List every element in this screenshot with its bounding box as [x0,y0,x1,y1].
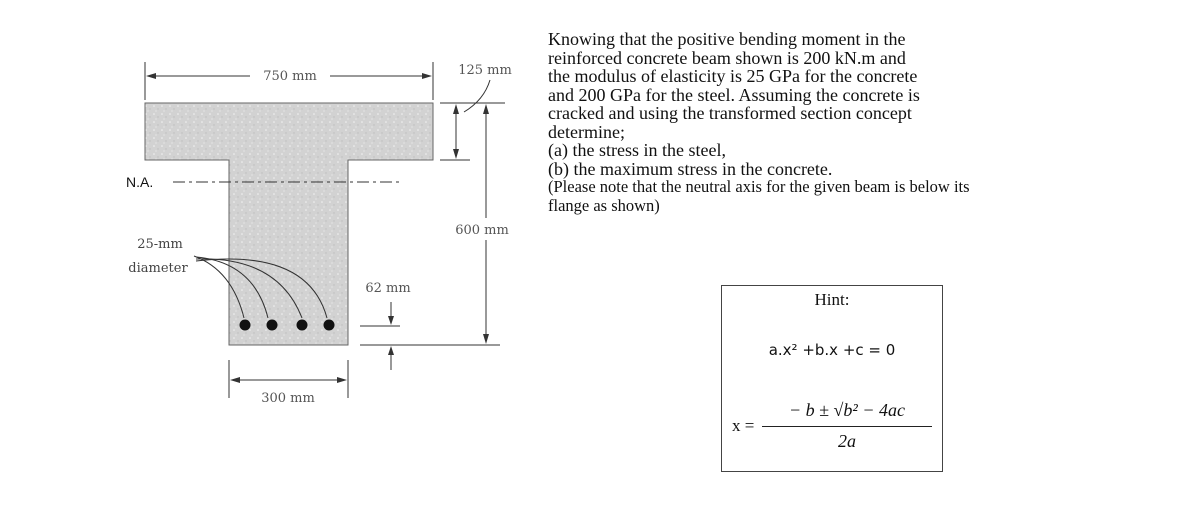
quadratic-equation: a.x² +b.x +c = 0 [768,341,896,359]
bar-size-label: 25-mm [137,237,183,252]
steel-bar [240,320,251,331]
steel-bar [267,320,278,331]
dim-flange-thickness-label: 125 mm [458,63,512,78]
problem-statement [548,30,1148,215]
problem-line: (Please note that the neutral axis for the given beam is below its [548,177,970,196]
dim-flange-width-label: 750 mm [263,69,317,84]
problem-line: reinforced concrete beam shown is 200 kN.m and [548,47,906,68]
problem-line: and 200 GPa for the steel. Assuming the concrete is [548,84,920,105]
fraction-bar [762,426,932,427]
hint-box [721,285,943,472]
steel-bar [324,320,335,331]
problem-line: cracked and using the transformed section concept [548,103,912,123]
t-section-shape [145,103,433,345]
quadratic-formula-numerator: − b ± √b² − 4ac [789,400,905,420]
dim-depth-label: 600 mm [455,223,509,238]
problem-line: determine; [548,121,625,142]
t-beam-diagram [0,0,545,521]
x-equals-label: x = [732,416,755,435]
problem-line: (a) the stress in the steel, [548,140,726,160]
bar-diameter-label: diameter [128,261,188,276]
steel-bar [297,320,308,331]
problem-line: Knowing that the positive bending moment in the [548,29,906,49]
neutral-axis-label: N.A. [126,174,154,190]
dim-cover-label: 62 mm [365,281,411,296]
hint-title: Hint: [814,290,850,309]
problem-line: flange as shown) [548,195,660,215]
problem-line: the modulus of elasticity is 25 GPa for the concrete [548,66,918,86]
problem-line: (b) the maximum stress in the concrete. [548,158,833,179]
quadratic-formula-denominator: 2a [838,431,856,451]
dim-web-width-label: 300 mm [261,391,315,406]
